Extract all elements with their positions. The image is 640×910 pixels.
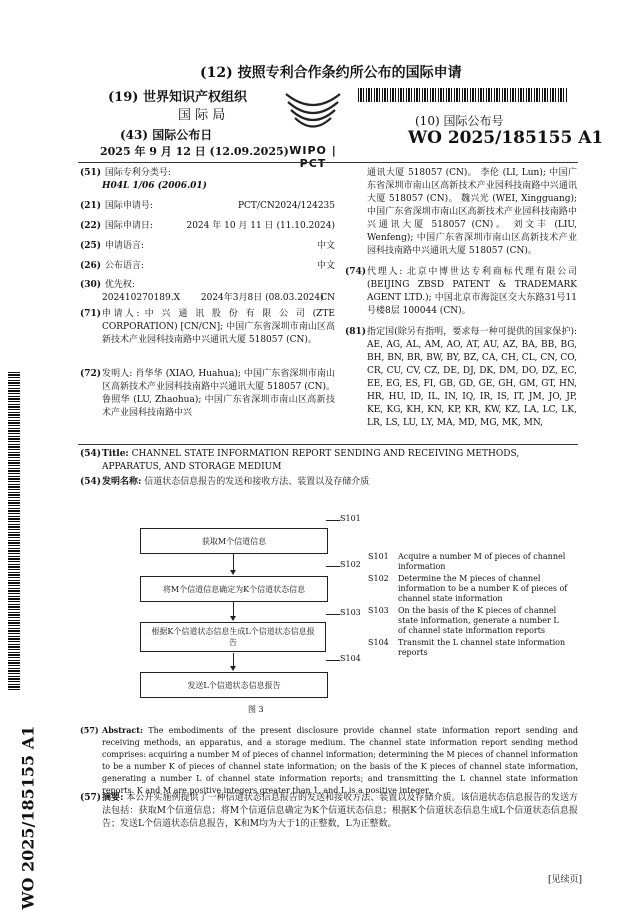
field-25-value: 中文 — [316, 241, 335, 251]
field-30-country: CN — [320, 293, 335, 303]
field-30 — [80, 279, 335, 305]
flow-box-s103: 根据K个信道状态信息生成L个信道状态信息报告 — [140, 622, 326, 652]
field-21-label: 国际申请号: — [104, 201, 153, 211]
field-25 — [80, 240, 335, 253]
title-cn-text: 信道状态信息报告的发送和接收方法、装置以及存储介质 — [144, 477, 370, 487]
step-label: S101 — [340, 514, 361, 523]
step-label: S103 — [340, 608, 361, 617]
legend-code: S104 — [368, 638, 389, 647]
field-30-date: 2024年3月8日 (08.03.2024) — [200, 293, 324, 303]
leader-line — [326, 614, 340, 625]
pub-date: 2025 年 9 月 12 日 (12.09.2025) — [100, 145, 289, 158]
pub-date-header — [120, 126, 212, 143]
field-30-app-no: 202410270189.X — [102, 293, 180, 303]
leader-line — [326, 566, 340, 577]
field-30-code: (30) — [80, 280, 102, 290]
abstract-code: (57) — [80, 725, 99, 735]
field-21 — [80, 200, 335, 213]
field-72-code: (72) — [80, 369, 102, 379]
legend-item — [368, 574, 568, 604]
side-barcode — [8, 370, 20, 690]
legend-text: Transmit the L channel state information reports — [398, 638, 566, 657]
field-22-value: 2024 年 10 月 11 日 (11.10.2024) — [186, 221, 335, 231]
flow-arrowhead — [230, 666, 236, 671]
field-26-value: 中文 — [316, 261, 335, 271]
step-label: S102 — [340, 560, 361, 569]
field-30-label: 优先权: — [104, 280, 135, 290]
legend-item — [368, 552, 568, 572]
title-cn-label: 发明名称: — [102, 477, 142, 487]
title-en — [80, 448, 578, 474]
leader-line — [326, 660, 340, 671]
field-25-label: 申请语言: — [104, 241, 144, 251]
legend-text: Acquire a number M of pieces of channel information — [398, 552, 566, 571]
flow-box-s102: 将M个信道信息确定为K个信道状态信息 — [140, 576, 328, 602]
abstract-cn — [80, 792, 578, 831]
title-cn-code: (54) — [80, 477, 102, 487]
legend-code: S103 — [368, 606, 389, 615]
org-header — [108, 86, 247, 105]
field-51-label: 国际专利分类号: — [104, 168, 171, 178]
field-81-text: 指定国(除另有指明，要求每一种可提供的国家保护): AE, AG, AL, AM, AO, AT, AU, AZ, BA, BB, BG, BH, BN, BR, BW, BY, BZ, CA, CH, CL, CN, CO, CR, CU, CV, CZ, DE, DJ, DK, DM, DO, DZ, EC, EE, EG, ES, FI, GB, GD, GE, GH, GM, GT, HN, HR, HU, ID, IL, IN, IQ, IR, IS, IT, JM, JO, JP, KE, KG, KH, KN, KP, KR, KW, KZ, LA, LC, LK, LR, LS, LU, LY, MA, MD, MG, MK, MN, — [367, 327, 577, 428]
inventors-continued: 通讯大厦 518057 (CN)。 李伦 (LI, Lun); 中国广东省深圳市南山区高新技术产业园科技南路中兴通讯大厦 518057 (CN)。 魏兴光 (WEI, Xingguang); 中国广东省深圳市南山区高新技术产业园科技南路中兴通讯大厦 518057 (CN)。 刘文丰 (LIU, Wenfeng); 中国广东省深圳市南山区高新技术产业园科技南路中兴通讯大厦 518057 (CN)。 — [367, 168, 577, 256]
legend-code: S102 — [368, 574, 389, 583]
field-26-code: (26) — [80, 261, 102, 271]
abstract-cn-code: (57) — [80, 793, 102, 803]
legend-text: On the basis of the K pieces of channel state information, generate a number L of channel state information reports — [398, 606, 559, 635]
title-cn — [80, 476, 578, 489]
flow-box-s104: 发送L个信道状态信息报告 — [140, 672, 328, 698]
header-divider — [78, 162, 578, 163]
document-type-heading: (12) 按照专利合作条约所公布的国际申请 — [200, 65, 462, 81]
figure-3 — [130, 508, 580, 718]
leader-line — [326, 520, 340, 531]
title-en-label: Title: — [102, 449, 129, 459]
side-pub-number: WO 2025/185155 A1 — [18, 725, 38, 910]
pub-no-label: 国际公布号 — [443, 114, 504, 128]
legend-code: S101 — [368, 552, 389, 561]
field-21-code: (21) — [80, 201, 102, 211]
field-51-code: (51) — [80, 168, 102, 178]
abstract-en-label: Abstract: — [102, 725, 143, 735]
title-en-text: CHANNEL STATE INFORMATION REPORT SENDING AND RECEIVING METHODS, APPARATUS, AND STORAGE MEDIUM — [102, 449, 520, 472]
field-71-code: (71) — [80, 309, 102, 319]
flow-arrowhead — [230, 570, 236, 575]
top-barcode — [358, 88, 568, 102]
field-74-code: (74) — [345, 267, 367, 277]
abstract-cn-label: 摘要: — [102, 793, 124, 803]
field-72-text: 发明人: 肖华华 (XIAO, Huahua); 中国广东省深圳市南山区高新技术产业园科技南路中兴通讯大厦 518057 (CN)。 鲁照华 (LU, Zhaohua); 中国广东省深圳市南山区高新技术产业园科技南路中兴 — [102, 369, 335, 418]
field-21-value: PCT/CN2024/124235 — [237, 201, 335, 211]
field-26-label: 公布语言: — [104, 261, 144, 271]
wipo-pct-logo-text: WIPO | PCT — [289, 144, 337, 170]
org-code: (19) — [108, 90, 139, 105]
figure-caption: 图 3 — [248, 705, 264, 714]
pub-no-code: (10) — [415, 114, 440, 128]
step-label: S104 — [340, 654, 361, 663]
wipo-emblem-icon — [278, 86, 348, 138]
legend-item — [368, 638, 568, 658]
title-en-code: (54) — [80, 449, 102, 459]
org-bureau: 国 际 局 — [178, 108, 226, 123]
field-26 — [80, 260, 335, 273]
field-71-text: 申请人: 中 兴 通 讯 股 份 有 限 公 司 (ZTE CORPORATION) [CN/CN]; 中国广东省深圳市南山区高新技术产业园科技南路中兴通讯大厦 518057 (CN)。 — [102, 309, 335, 345]
flow-arrowhead — [230, 616, 236, 621]
field-51 — [80, 167, 335, 193]
fields-divider — [78, 444, 578, 445]
wipo-logo — [278, 86, 348, 170]
field-22 — [80, 220, 335, 233]
field-25-code: (25) — [80, 241, 102, 251]
pub-number: WO 2025/185155 A1 — [408, 128, 604, 148]
field-22-code: (22) — [80, 221, 102, 231]
abstract-cn-text: 本公开实施例提供了一种信道状态信息报告的发送和接收方法、装置以及存储介质。该信道状态信息报告的发送方法包括：获取M个信道信息；将M个信道信息确定为K个信道状态信息；根据K个信道状态信息生成L个信道状态信息报告；发送L个信道状态信息报告，K和M均为大于1的正整数，L为正整数。 — [102, 793, 578, 829]
flow-box-s101: 获取M个信道信息 — [140, 528, 328, 554]
pub-date-code: (43) — [120, 128, 149, 142]
org-name: 世界知识产权组织 — [142, 90, 247, 105]
abstract-en — [80, 724, 578, 797]
legend-text: Determine the M pieces of channel information to be a number K of pieces of channel state information — [398, 574, 568, 603]
field-72 — [80, 368, 335, 420]
field-51-value: H04L 1/06 (2006.01) — [102, 181, 207, 191]
pub-no-header — [415, 112, 503, 129]
continued-marker: [见续页] — [548, 875, 583, 885]
field-81 — [345, 326, 577, 430]
pub-date-label: 国际公布日 — [152, 128, 213, 142]
abstract-en-text: The embodiments of the present disclosure provide channel state information report sending and receiving methods, an apparatus, and a storage medium. The channel state information report sending method comprises: acquiring a number M of pieces of channel information; determining the M pieces of channel information to be a number K of pieces of channel state information; on the basis of the K pieces of channel state information, generating a number L of channel state information reports; and transmitting the L channel state information reports. K and M are positive integers greater than 1, and L is a positive integer. — [102, 726, 578, 795]
field-81-code: (81) — [345, 327, 367, 337]
legend-item — [368, 606, 568, 636]
field-74 — [345, 266, 577, 318]
field-71 — [80, 308, 335, 347]
field-22-label: 国际申请日: — [104, 221, 153, 231]
field-74-text: 代理人: 北京中博世达专利商标代理有限公司 (BEIJING ZBSD PATENT & TRADEMARK AGENT LTD.); 中国北京市海淀区交大东路31号11号楼8层 100044 (CN)。 — [367, 267, 577, 316]
